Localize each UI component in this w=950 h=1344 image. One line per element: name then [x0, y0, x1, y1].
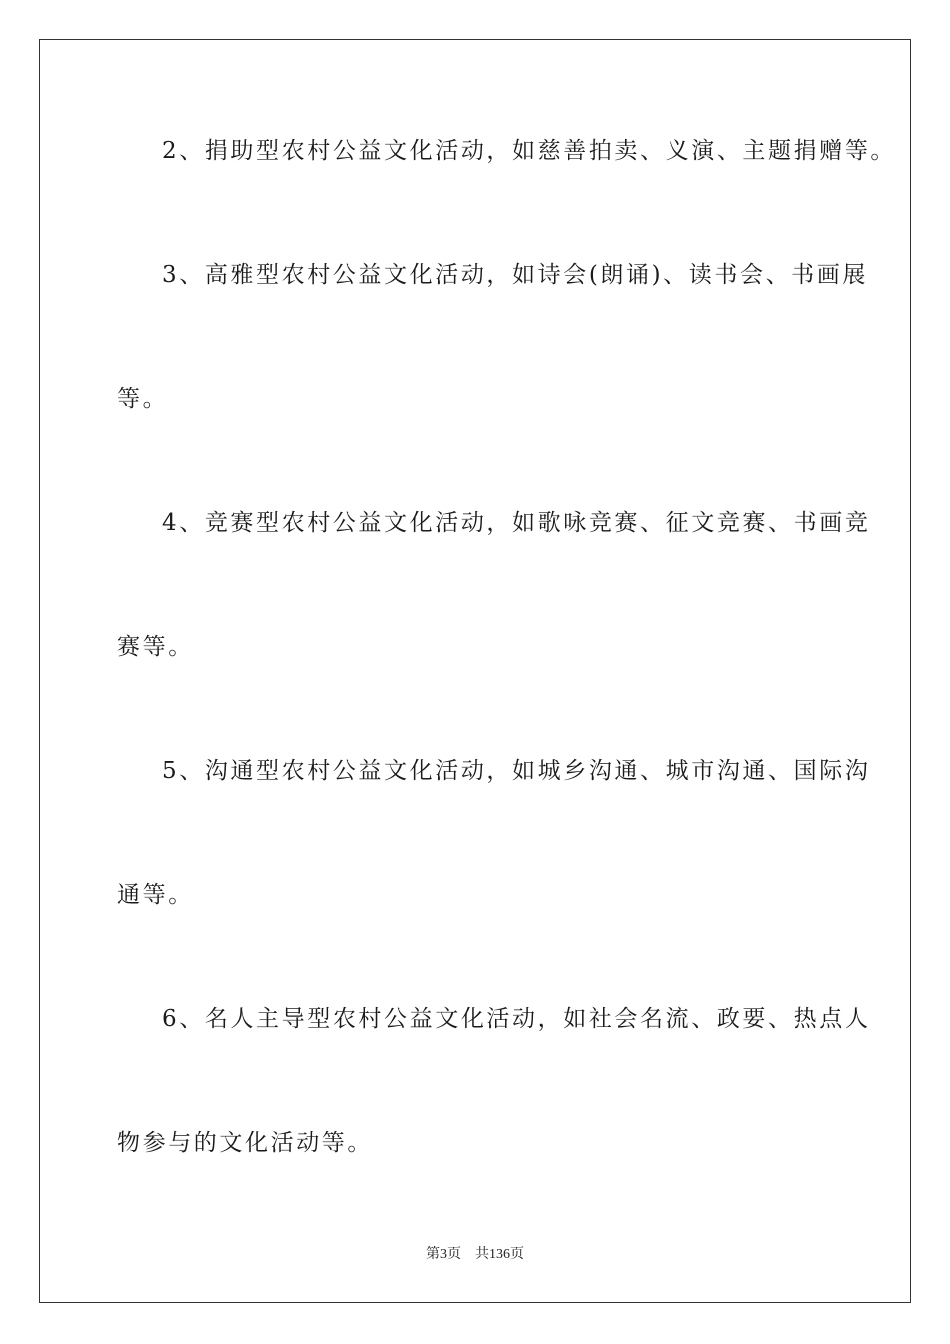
paragraph-5-line-1: 5、沟通型农村公益文化活动，如城乡沟通、城市沟通、国际沟: [162, 758, 871, 784]
total-pages: 共136页: [475, 1247, 524, 1262]
page-frame: [39, 39, 911, 1303]
paragraph-4-line-2: 赛等。: [117, 634, 194, 660]
paragraph-3-line-1: 3、高雅型农村公益文化活动，如诗会(朗诵)、读书会、书画展: [162, 262, 868, 288]
paragraph-6-line-1: 6、名人主导型农村公益文化活动，如社会名流、政要、热点人: [162, 1006, 871, 1032]
paragraph-6-line-2: 物参与的文化活动等。: [117, 1130, 373, 1156]
page-number: 第3页: [426, 1247, 461, 1262]
paragraph-4-line-1: 4、竞赛型农村公益文化活动，如歌咏竞赛、征文竞赛、书画竞: [162, 510, 871, 536]
paragraph-2-line-1: 2、捐助型农村公益文化活动，如慈善拍卖、义演、主题捐赠等。: [162, 138, 897, 164]
paragraph-3-line-2: 等。: [117, 386, 169, 412]
paragraph-5-line-2: 通等。: [117, 882, 194, 908]
page-footer: [0, 1246, 950, 1264]
